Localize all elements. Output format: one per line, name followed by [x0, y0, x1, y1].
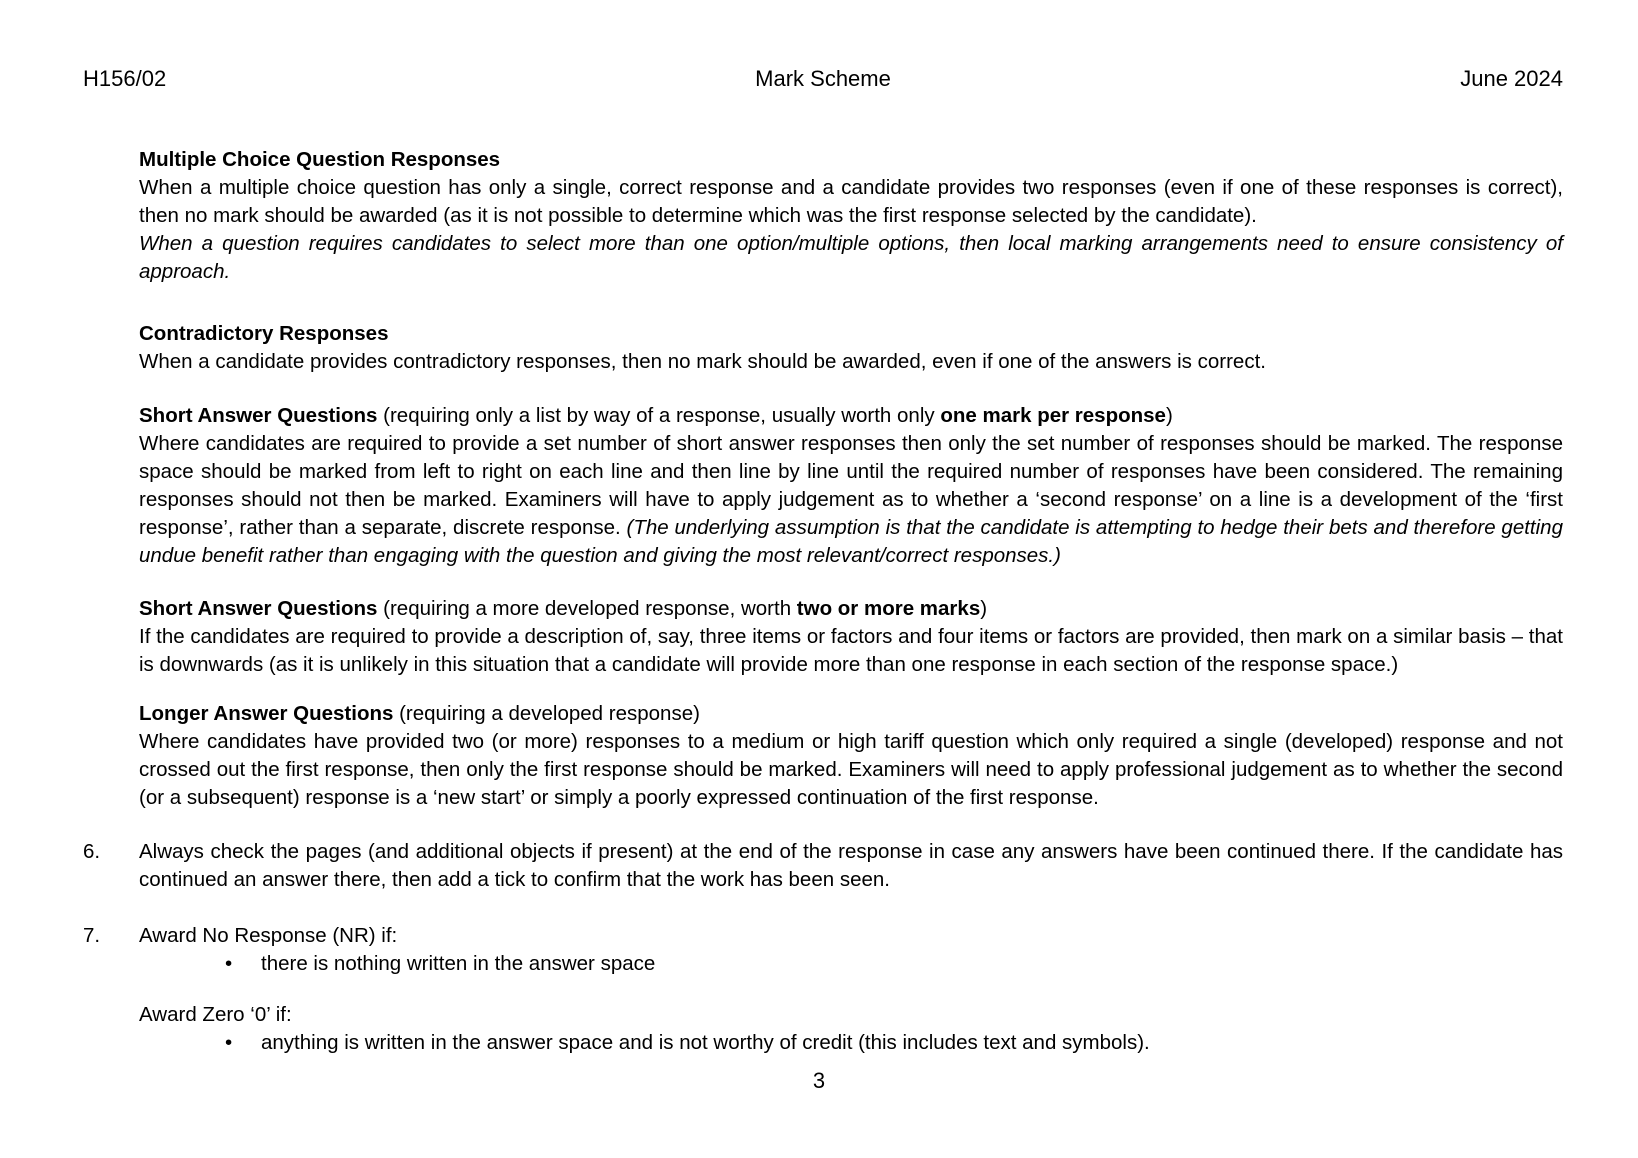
section-heading: Longer Answer Questions	[139, 702, 394, 725]
section-short-answer-developed	[139, 595, 1563, 679]
section-subheading-end: )	[1165, 404, 1173, 427]
page-header	[83, 66, 1563, 96]
section-paragraph: Where candidates have provided two (or more) responses to a medium or high tariff question which only required a single (developed) response and not crossed out the first response, then only the first response should be marked. Examiners will need to apply professional judgement as to whether the second (or a subsequent) response is a ‘new start’ or simply a poorly expressed continuation of the first response.	[139, 730, 1563, 809]
section-paragraph	[139, 430, 1563, 570]
section-heading-line	[139, 700, 1563, 728]
section-heading: Contradictory Responses	[139, 322, 389, 345]
section-contradictory	[139, 320, 1563, 376]
section-subheading-end: )	[980, 597, 988, 620]
exam-date: June 2024	[1460, 66, 1563, 91]
bullet-text: there is nothing written in the answer space	[261, 952, 656, 975]
item-text: Always check the pages (and additional objects if present) at the end of the response in case any answers have been continued there. If the candidate has continued an answer there, then add a tick to confirm that the work has been seen.	[139, 840, 1563, 891]
section-subheading: (requiring a developed response)	[393, 702, 700, 725]
bullet-icon: •	[225, 1031, 233, 1054]
numbered-item-7	[83, 922, 1563, 950]
section-paragraph: If the candidates are required to provide a description of, say, three items or factors and four items or factors are provided, then mark on a similar basis – that is downwards (as it is unlikely in this situation that a candidate will provide more than one response in each section of the response space.)	[139, 625, 1563, 676]
bullet-item-nr	[225, 950, 655, 978]
section-italic-paragraph: When a question requires candidates to select more than one option/multiple options, then local marking arrangements need to ensure consistency of approach.	[139, 232, 1563, 283]
award-zero-text: Award Zero ‘0’ if:	[139, 1003, 292, 1026]
item-text: Award No Response (NR) if:	[139, 924, 398, 947]
section-paragraph: When a multiple choice question has only a single, correct response and a candidate provides two responses (even if one of these responses is correct), then no mark should be awarded (as it is not possible to determine which was the first response selected by the candidate).	[139, 176, 1563, 227]
section-mcq	[139, 146, 1563, 286]
section-paragraph-text: Where candidates are required to provide a set number of short answer responses then only the set number of responses should be marked. The response space should be marked from left to right on each line and then line by line until the required number of responses have been considered. The remaining responses should not then be marked. Examiners will have to apply judgement as to whether a ‘second response’ on a line is a development of the ‘first response’, rather than a separate, discrete response.	[139, 432, 1563, 539]
section-subheading-bold: one mark per response	[940, 404, 1166, 427]
document-title: Mark Scheme	[755, 66, 891, 91]
item-number: 7.	[83, 924, 101, 947]
bullet-icon: •	[225, 952, 233, 975]
section-short-answer-list	[139, 402, 1563, 570]
section-paragraph: When a candidate provides contradictory responses, then no mark should be awarded, even if one of the answers is correct.	[139, 350, 1266, 373]
numbered-item-6	[83, 838, 1563, 894]
section-heading-line	[139, 595, 1563, 623]
section-subheading: (requiring a more developed response, worth	[377, 597, 797, 620]
section-heading-line	[139, 402, 1563, 430]
award-zero-line	[83, 1001, 1563, 1029]
section-italic-note: (The underlying assumption is that the candidate is attempting to hedge their bets and therefore getting undue benefit rather than engaging with the question and giving the most relevant/correct responses.)	[139, 516, 1563, 567]
section-heading: Short Answer Questions	[139, 597, 378, 620]
section-heading: Short Answer Questions	[139, 404, 378, 427]
section-longer-answer	[139, 700, 1563, 812]
section-heading: Multiple Choice Question Responses	[139, 148, 501, 171]
bullet-text: anything is written in the answer space and is not worthy of credit (this includes text and symbols).	[261, 1031, 1150, 1054]
bullet-item-zero	[225, 1029, 1150, 1057]
item-number: 6.	[83, 840, 101, 863]
section-subheading-bold: two or more marks	[796, 597, 981, 620]
section-subheading: (requiring only a list by way of a response, usually worth only	[377, 404, 941, 427]
paper-code: H156/02	[83, 66, 167, 91]
page-number: 3	[812, 1068, 826, 1093]
